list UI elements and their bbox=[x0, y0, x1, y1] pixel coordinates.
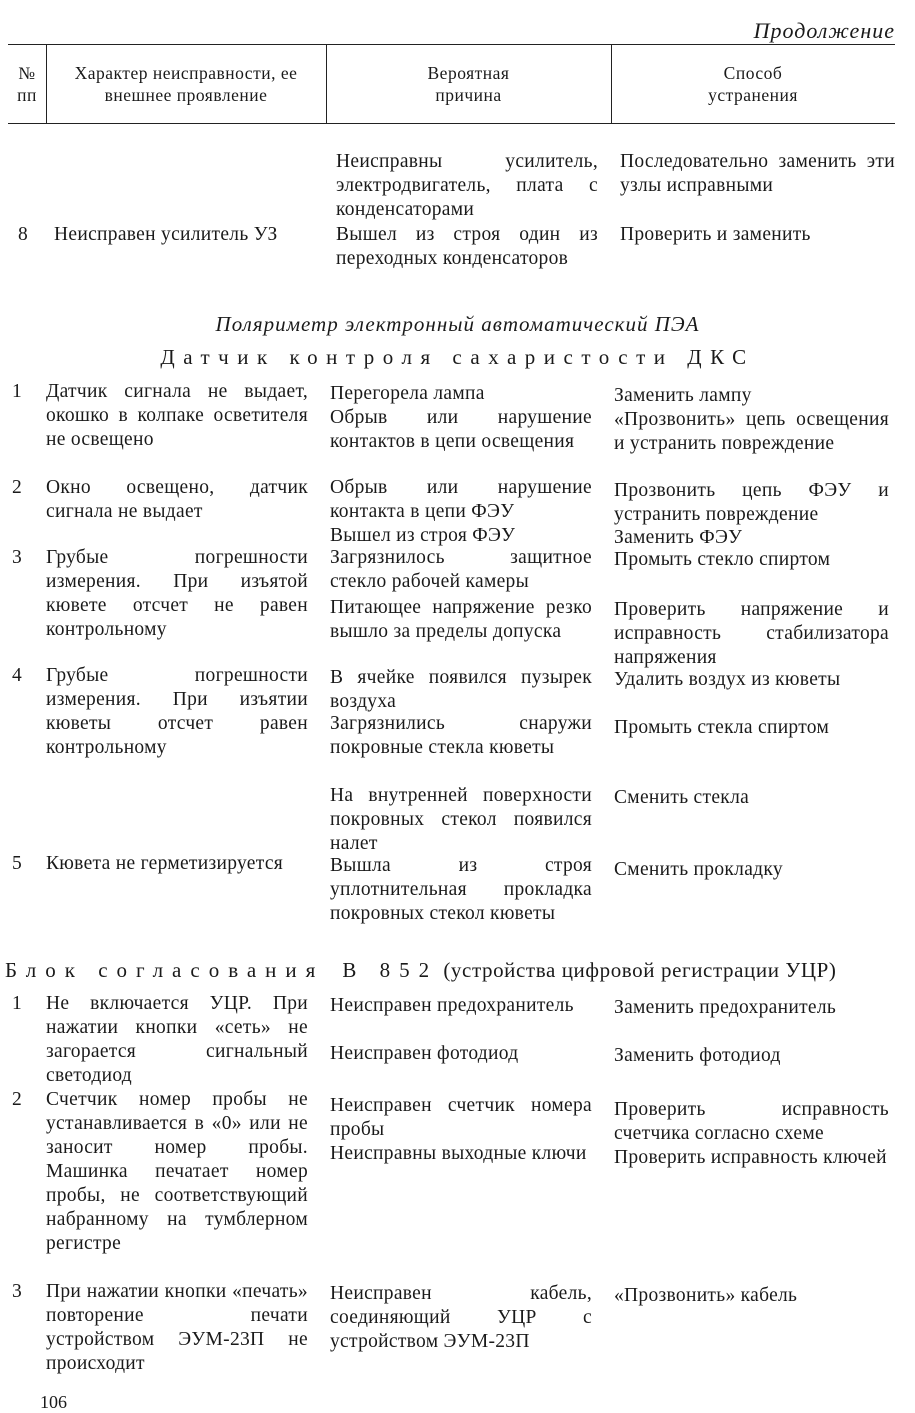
remedy-cell: Последовательно заменить эти узлы исправными bbox=[620, 151, 895, 196]
header-num: № пп bbox=[8, 45, 47, 123]
remedy-cell: Заменить ФЭУ bbox=[614, 527, 743, 548]
cause-cell: Неисправен кабель, соединяющий УЦР с устройством ЭУМ-23П bbox=[330, 1283, 592, 1352]
remedy-cell: «Прозвонить» кабель bbox=[614, 1285, 798, 1306]
cause-cell: Перегорела лампа bbox=[330, 383, 485, 404]
continued-label: Продолжение bbox=[753, 18, 895, 43]
row-number: 1 bbox=[12, 381, 23, 402]
cause-cell: Обрыв или нарушение контакта в цепи ФЭУ bbox=[330, 477, 592, 522]
subsection-title: Датчик контроля сахаристости ДКС bbox=[160, 345, 755, 369]
cause-cell: Неисправен счетчик номера пробы bbox=[330, 1095, 592, 1140]
remedy-cell: Промыть стекла спиртом bbox=[614, 717, 830, 738]
row-number: 4 bbox=[12, 665, 23, 686]
fault-cell: Не включается УЦР. При нажатии кнопки «сеть» не загорается сигнальный светодиод bbox=[46, 993, 308, 1086]
fault-cell: Счетчик номер пробы не устанавливается в «0» или не заносит номер пробы. Машинка печатает номер пробы, не соответствующий набранному на тумблерном регистре bbox=[46, 1089, 308, 1254]
remedy-cell: Проверить напряжение и исправность стабилизатора напряжения bbox=[614, 599, 889, 668]
row-number: 1 bbox=[12, 993, 23, 1014]
cause-cell: Загрязнилось защитное стекло рабочей камеры bbox=[330, 547, 592, 592]
row-number: 5 bbox=[12, 853, 23, 874]
section-title: Поляриметр электронный автоматический ПЭА bbox=[215, 312, 700, 336]
fault-cell: Грубые погрешности измерения. При изъятии кюветы отсчет равен контрольному bbox=[46, 665, 308, 758]
table-header bbox=[8, 44, 895, 124]
cause-cell: На внутренней поверхности покровных стекол появился налет bbox=[330, 785, 592, 854]
header-remedy: Способ устранения bbox=[708, 63, 798, 105]
header-cause: Вероятная причина bbox=[326, 45, 612, 123]
remedy-cell: «Прозвонить» цепь освещения и устранить повреждение bbox=[614, 409, 889, 454]
remedy-cell: Сменить прокладку bbox=[614, 859, 783, 880]
row-number: 2 bbox=[12, 1089, 23, 1110]
page-number: 106 bbox=[40, 1392, 67, 1412]
remedy-cell: Промыть стекло спиртом bbox=[614, 549, 831, 570]
remedy-cell: Проверить и заменить bbox=[620, 224, 811, 245]
cause-cell: Неисправны выходные ключи bbox=[330, 1143, 587, 1164]
row-number: 2 bbox=[12, 477, 23, 498]
remedy-cell: Проверить исправность счетчика согласно схеме bbox=[614, 1099, 889, 1144]
fault-cell: Неисправен усилитель УЗ bbox=[54, 224, 278, 245]
row-number: 3 bbox=[12, 547, 23, 568]
cause-cell: Питающее напряжение резко вышло за пределы допуска bbox=[330, 597, 592, 642]
fault-cell: Окно освещено, датчик сигнала не выдает bbox=[46, 477, 308, 522]
remedy-cell: Заменить фотодиод bbox=[614, 1045, 781, 1066]
cause-cell: Обрыв или нарушение контактов в цепи освещения bbox=[330, 407, 592, 452]
cause-cell: Вышел из строя один из переходных конденсаторов bbox=[336, 224, 598, 269]
cause-cell: Вышла из строя уплотнительная прокладка покровных стекол кюветы bbox=[330, 855, 592, 924]
fault-cell: Кювета не герметизируется bbox=[46, 853, 284, 874]
remedy-cell: Сменить стекла bbox=[614, 787, 750, 808]
header-fault: Характер неисправности, ее внешнее проявление bbox=[46, 45, 327, 123]
cause-cell: Неисправны усилитель, электродвигатель, плата с конденсаторами bbox=[336, 151, 598, 220]
block-title: Блок согласования В 852 (устройства цифровой регистрации УЦР) bbox=[5, 958, 837, 982]
cause-cell: Загрязнились снаружи покровные стекла кюветы bbox=[330, 713, 592, 758]
row-number: 8 bbox=[18, 224, 29, 245]
remedy-cell: Удалить воздух из кюветы bbox=[614, 669, 841, 690]
row-number: 3 bbox=[12, 1281, 23, 1302]
cause-cell: В ячейке появился пузырек воздуха bbox=[330, 667, 592, 712]
fault-cell: Грубые погрешности измерения. При изъятой кювете отсчет не равен контрольному bbox=[46, 547, 308, 640]
cause-cell: Неисправен фотодиод bbox=[330, 1043, 519, 1064]
fault-cell: Датчик сигнала не выдает, окошко в колпаке осветителя не освещено bbox=[46, 381, 308, 450]
cause-cell: Неисправен предохранитель bbox=[330, 995, 574, 1016]
fault-cell: При нажатии кнопки «печать» повторение печати устройством ЭУМ-23П не происходит bbox=[46, 1281, 308, 1374]
cause-cell: Вышел из строя ФЭУ bbox=[330, 525, 516, 546]
remedy-cell: Проверить исправность ключей bbox=[614, 1147, 887, 1168]
remedy-cell: Заменить лампу bbox=[614, 385, 752, 406]
remedy-cell: Заменить предохранитель bbox=[614, 997, 837, 1018]
remedy-cell: Прозвонить цепь ФЭУ и устранить повреждение bbox=[614, 480, 889, 525]
